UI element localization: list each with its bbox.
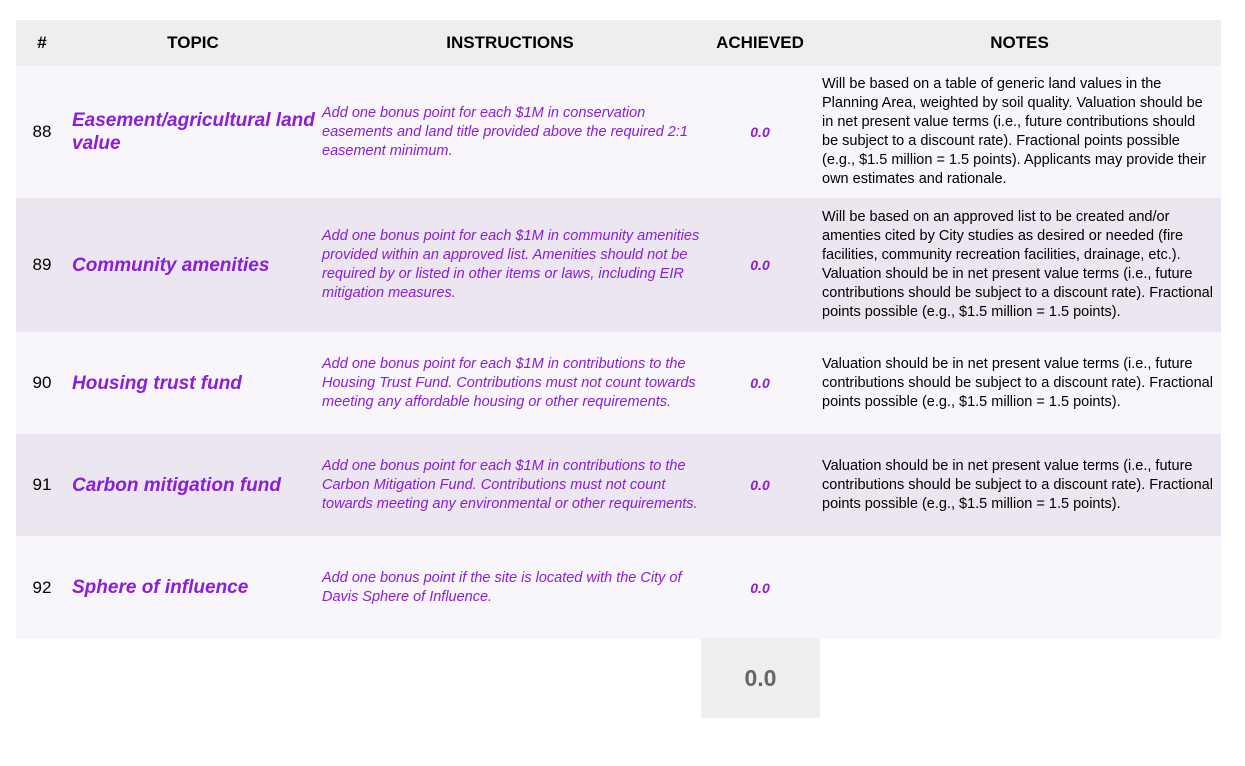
table-row bbox=[16, 66, 1221, 198]
header-instructions: INSTRUCTIONS bbox=[446, 33, 574, 52]
row-topic: Community amenities bbox=[72, 254, 270, 276]
row-number: 92 bbox=[32, 577, 52, 597]
table-header bbox=[16, 20, 1221, 66]
table-row bbox=[16, 198, 1221, 332]
header-notes: NOTES bbox=[990, 33, 1049, 52]
achieved-total[interactable]: 0.0 bbox=[701, 638, 820, 718]
header-achieved: ACHIEVED bbox=[716, 33, 804, 52]
table-row bbox=[16, 332, 1221, 434]
row-achieved-cell[interactable]: 0.0 bbox=[750, 375, 770, 391]
row-topic: Easement/agricultural land value bbox=[72, 110, 315, 154]
row-topic: Sphere of influence bbox=[72, 577, 249, 598]
row-instructions: Add one bonus point for each $1M in community amenities provided within an approved list. Amenities should not be required by or listed in other items or laws, including EIR mitigation measures. bbox=[322, 228, 700, 301]
row-instructions: Add one bonus point for each $1M in conservation easements and land title provided above the required 2:1 easement minimum. bbox=[322, 104, 688, 159]
scoring-table bbox=[16, 20, 1221, 639]
row-topic: Housing trust fund bbox=[72, 372, 242, 394]
row-achieved-cell[interactable]: 0.0 bbox=[750, 477, 770, 493]
row-instructions: Add one bonus point if the site is located with the City of Davis Sphere of Influence. bbox=[322, 569, 682, 605]
table-row bbox=[16, 434, 1221, 536]
row-achieved-cell[interactable]: 0.0 bbox=[750, 257, 770, 273]
row-number: 89 bbox=[32, 255, 52, 274]
row-notes: Valuation should be in net present value terms (i.e., future contributions should be subject to a discount rate). Fractional points possible (e.g., $1.5 million = 1.5 points). bbox=[822, 355, 1213, 410]
row-notes: Will be based on a table of generic land values in the Planning Area, weighted by soil quality. Valuation should be in net present value terms (i.e., future contributions should be subject to a discount rate). Fractional points possible (e.g., $1.5 million = 1.5 points). Applicants may provide their own estimates and rationale. bbox=[822, 76, 1207, 187]
table-row bbox=[16, 536, 1221, 639]
row-achieved-cell[interactable]: 0.0 bbox=[750, 124, 770, 140]
row-number: 91 bbox=[32, 475, 52, 494]
row-notes: Will be based on an approved list to be created and/or amenties cited by City studies as desired or needed (fire facilities, community recreation facilities, drainage, etc.). Valuation should be in net present value terms (i.e., future contributions should be subject to a discount rate). Fractional points possible (e.g., $1.5 million = 1.5 points). bbox=[822, 209, 1213, 320]
row-instructions: Add one bonus point for each $1M in contributions to the Housing Trust Fund. Contributions must not count towards meeting any affordable housing or other requirements. bbox=[322, 355, 696, 410]
row-instructions: Add one bonus point for each $1M in contributions to the Carbon Mitigation Fund. Contributions must not count towards meeting any environmental or other requirements. bbox=[322, 457, 698, 512]
row-notes: Valuation should be in net present value terms (i.e., future contributions should be subject to a discount rate). Fractional points possible (e.g., $1.5 million = 1.5 points). bbox=[822, 457, 1213, 512]
row-topic: Carbon mitigation fund bbox=[72, 474, 281, 496]
header-number: # bbox=[37, 33, 47, 52]
header-topic: TOPIC bbox=[167, 33, 219, 52]
row-number: 90 bbox=[32, 373, 52, 392]
row-achieved-cell[interactable]: 0.0 bbox=[750, 579, 770, 596]
row-number: 88 bbox=[32, 122, 52, 141]
